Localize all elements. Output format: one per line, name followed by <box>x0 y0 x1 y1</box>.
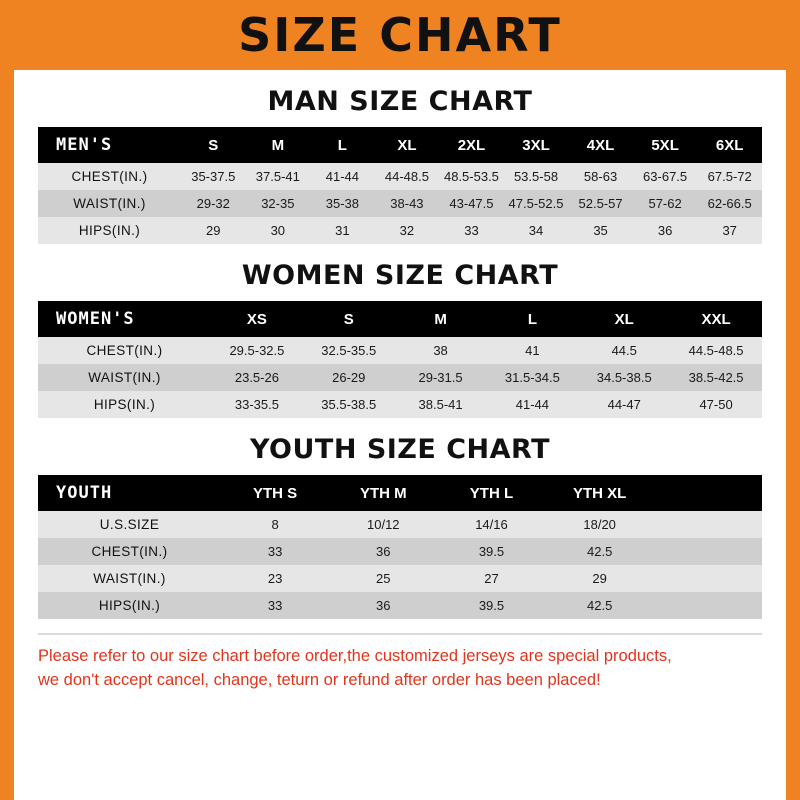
table-row <box>38 511 762 538</box>
cell: 25 <box>329 565 437 592</box>
row-label: HIPS(IN.) <box>38 592 221 619</box>
cell: 62-66.5 <box>697 190 762 217</box>
cell: 35-38 <box>310 190 375 217</box>
cell: 42.5 <box>546 538 654 565</box>
table-row <box>38 337 762 364</box>
cell: 35-37.5 <box>181 163 246 190</box>
cell: 29-32 <box>181 190 246 217</box>
cell: 39.5 <box>437 538 545 565</box>
cell: 37.5-41 <box>246 163 311 190</box>
table-header-row <box>38 301 762 337</box>
cell: 35.5-38.5 <box>303 391 395 418</box>
cell: 10/12 <box>329 511 437 538</box>
column-header: YTH S <box>221 475 329 511</box>
cell: 42.5 <box>546 592 654 619</box>
cell: 29 <box>181 217 246 244</box>
cell: 32-35 <box>246 190 311 217</box>
cell: 36 <box>329 592 437 619</box>
cell: 53.5-58 <box>504 163 569 190</box>
row-label: CHEST(IN.) <box>38 337 211 364</box>
section-title-men: MAN SIZE CHART <box>267 86 533 117</box>
column-header: XXL <box>670 301 762 337</box>
column-header: YTH XL <box>546 475 654 511</box>
cell: 29 <box>546 565 654 592</box>
order-notice <box>38 633 762 693</box>
table-header-row <box>38 127 762 163</box>
table-row <box>38 217 762 244</box>
cell: 32 <box>375 217 440 244</box>
cell: 52.5-57 <box>568 190 633 217</box>
cell: 44-47 <box>578 391 670 418</box>
column-header: YTH L <box>437 475 545 511</box>
column-header: M <box>246 127 311 163</box>
column-header: XL <box>578 301 670 337</box>
cell: 33 <box>221 592 329 619</box>
column-header: L <box>486 301 578 337</box>
column-header: 5XL <box>633 127 698 163</box>
table-row <box>38 538 762 565</box>
cell: 18/20 <box>546 511 654 538</box>
cell: 32.5-35.5 <box>303 337 395 364</box>
cell: 33 <box>439 217 504 244</box>
cell: 47-50 <box>670 391 762 418</box>
column-header: L <box>310 127 375 163</box>
table-header-row <box>38 475 762 511</box>
cell: 38.5-42.5 <box>670 364 762 391</box>
column-header <box>654 475 762 511</box>
cell: 57-62 <box>633 190 698 217</box>
row-label: CHEST(IN.) <box>38 538 221 565</box>
cell <box>654 538 762 565</box>
row-label: CHEST(IN.) <box>38 163 181 190</box>
column-header: M <box>395 301 487 337</box>
cell: 67.5-72 <box>697 163 762 190</box>
cell: 36 <box>633 217 698 244</box>
cell: 38 <box>395 337 487 364</box>
column-header: YTH M <box>329 475 437 511</box>
cell: 63-67.5 <box>633 163 698 190</box>
cell: 41-44 <box>486 391 578 418</box>
cell: 37 <box>697 217 762 244</box>
table-row <box>38 190 762 217</box>
cell: 38.5-41 <box>395 391 487 418</box>
column-header: 6XL <box>697 127 762 163</box>
section-title-women: WOMEN SIZE CHART <box>241 260 559 291</box>
section-title-youth: YOUTH SIZE CHART <box>249 434 551 465</box>
men-size-table <box>38 127 762 244</box>
notice-line-1: Please refer to our size chart before order,the customized jerseys are special products, <box>38 647 672 665</box>
cell: 14/16 <box>437 511 545 538</box>
row-label: HIPS(IN.) <box>38 217 181 244</box>
cell: 30 <box>246 217 311 244</box>
table-row <box>38 592 762 619</box>
cell: 31 <box>310 217 375 244</box>
cell: 8 <box>221 511 329 538</box>
cell: 43-47.5 <box>439 190 504 217</box>
column-header: S <box>181 127 246 163</box>
cell: 23.5-26 <box>211 364 303 391</box>
cell: 23 <box>221 565 329 592</box>
youth-size-table <box>38 475 762 619</box>
cell: 48.5-53.5 <box>439 163 504 190</box>
cell: 44-48.5 <box>375 163 440 190</box>
column-header: 2XL <box>439 127 504 163</box>
cell: 34.5-38.5 <box>578 364 670 391</box>
table-row <box>38 391 762 418</box>
column-header: XL <box>375 127 440 163</box>
table-row <box>38 364 762 391</box>
row-label: WAIST(IN.) <box>38 364 211 391</box>
content <box>14 86 786 693</box>
cell: 34 <box>504 217 569 244</box>
cell: 39.5 <box>437 592 545 619</box>
cell: 33-35.5 <box>211 391 303 418</box>
page-title: SIZE CHART <box>238 8 562 62</box>
notice-line-2: we don't accept cancel, change, teturn or refund after order has been placed! <box>38 670 601 689</box>
cell <box>654 592 762 619</box>
column-header: 4XL <box>568 127 633 163</box>
row-label: WAIST(IN.) <box>38 190 181 217</box>
cell: 41-44 <box>310 163 375 190</box>
cell: 29.5-32.5 <box>211 337 303 364</box>
cell: 44.5-48.5 <box>670 337 762 364</box>
row-label: HIPS(IN.) <box>38 391 211 418</box>
cell: 35 <box>568 217 633 244</box>
column-header: 3XL <box>504 127 569 163</box>
column-header: XS <box>211 301 303 337</box>
table-row <box>38 163 762 190</box>
cell: 31.5-34.5 <box>486 364 578 391</box>
table-corner-label: MEN'S <box>38 127 181 163</box>
row-label: U.S.SIZE <box>38 511 221 538</box>
cell: 44.5 <box>578 337 670 364</box>
cell: 58-63 <box>568 163 633 190</box>
table-row <box>38 565 762 592</box>
cell: 27 <box>437 565 545 592</box>
cell: 41 <box>486 337 578 364</box>
column-header: S <box>303 301 395 337</box>
cell: 29-31.5 <box>395 364 487 391</box>
table-corner-label: YOUTH <box>38 475 221 511</box>
cell <box>654 511 762 538</box>
cell: 38-43 <box>375 190 440 217</box>
table-corner-label: WOMEN'S <box>38 301 211 337</box>
cell: 26-29 <box>303 364 395 391</box>
banner <box>14 0 786 70</box>
cell: 47.5-52.5 <box>504 190 569 217</box>
cell: 36 <box>329 538 437 565</box>
women-size-table <box>38 301 762 418</box>
cell: 33 <box>221 538 329 565</box>
row-label: WAIST(IN.) <box>38 565 221 592</box>
cell <box>654 565 762 592</box>
